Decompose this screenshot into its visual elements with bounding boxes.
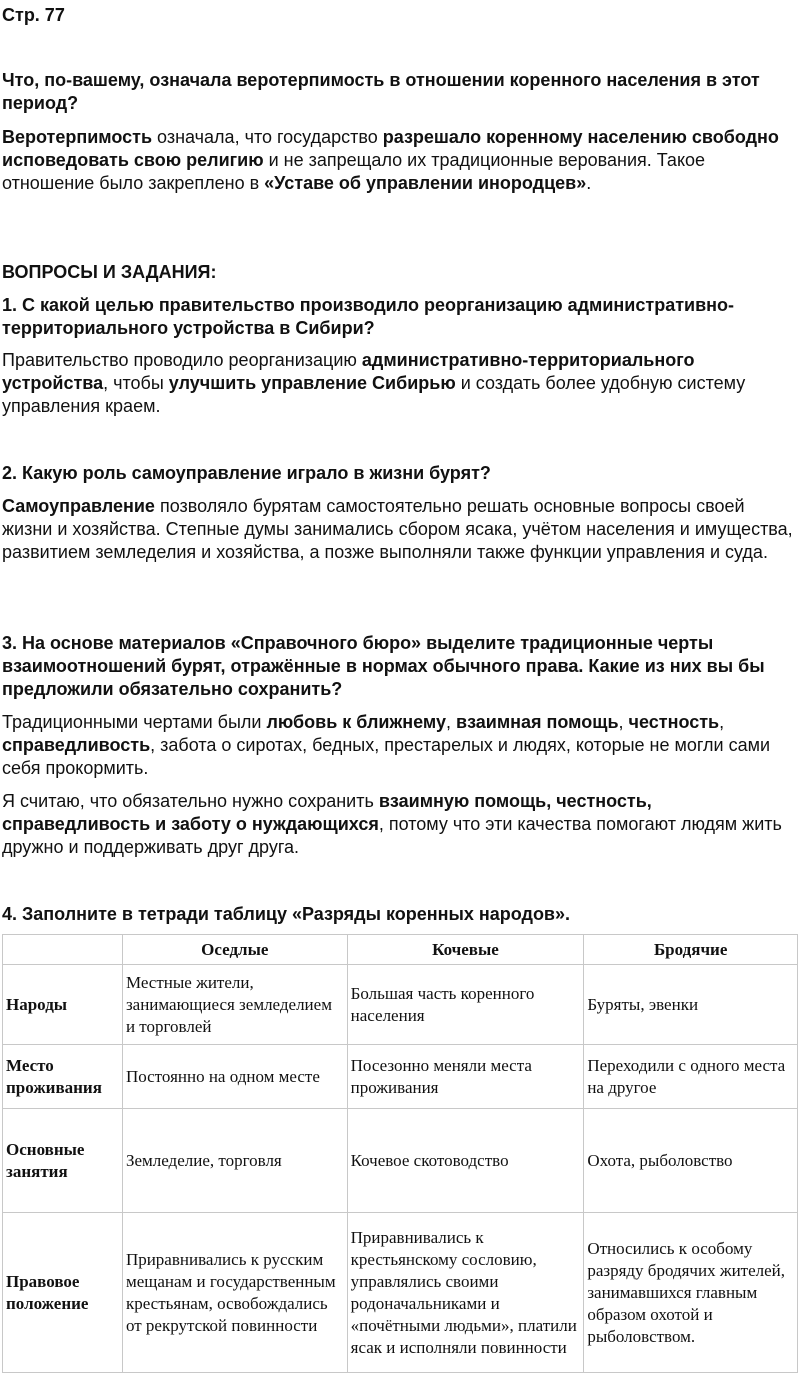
table-row-header: Народы [3,965,123,1045]
answer-1 [2,349,798,418]
table-cell: Постоянно на одном месте [122,1045,347,1109]
question-2: 2. Какую роль самоуправление играло в жизни бурят? [2,463,491,483]
table-row [3,1045,798,1109]
table-cell: Приравнивались к русским мещанам и государственным крестьянам, освобождались от рекрутской повинности [122,1213,347,1373]
table-row [3,1109,798,1213]
text-run: и не запрещало их традиционные верования. Такое отношение было закреплено в [2,150,706,193]
table-header-cell: Оседлые [122,935,347,965]
table-cell: Охота, рыболовство [584,1109,798,1213]
table-row-header: Основные занятия [3,1109,123,1213]
intro-question: Что, по-вашему, означала веротерпимость в отношении коренного населения в этот период? [2,70,760,113]
bold-text-run: улучшить управление Сибирью [168,373,456,393]
bold-text-run: административно-территориального устройства [2,350,695,393]
bold-text-run: взаимную помощь, честность, справедливость и заботу о нуждающихся [2,791,652,834]
table-header-row [3,935,798,965]
table-cell: Приравнивались к крестьянскому сословию, управлялись своими родоначальниками и «почётными людьми», платили ясак и исполняли повинности [347,1213,584,1373]
bold-text-run: «Уставе об управлении инородцев» [264,173,587,193]
question-3: 3. На основе материалов «Справочного бюро» выделите традиционные черты взаимоотношений бурят, отражённые в нормах обычного права. Какие из них вы бы предложили обязательно сохранить? [2,633,765,699]
table-header-cell: Бродячие [584,935,798,965]
text-run: Правительство проводило реорганизацию [2,350,362,370]
text-run: и создать более удобную систему управления краем. [2,373,746,416]
bold-text-run: Веротерпимость [2,127,153,147]
text-run: , забота о сиротах, бедных, престарелых и людях, которые не могли сами себя прокормить. [2,735,771,778]
table-cell: Буряты, эвенки [584,965,798,1045]
text-run: . [586,173,592,193]
text-run: позволяло бурятам самостоятельно решать основные вопросы своей жизни и хозяйства. Степные думы занимались сбором ясака, учётом населения и имущества, развитием земледелия и хозяйства, а позже выполняли также функции управления и суда. [2,496,793,562]
bold-text-run: любовь к ближнему [266,712,446,732]
table-cell: Большая часть коренного населения [347,965,584,1045]
table-cell: Местные жители, занимающиеся земледелием и торговлей [122,965,347,1045]
text-run: Традиционными чертами были [2,712,267,732]
table-cell: Относились к особому разряду бродячих жителей, занимавшихся главным образом охотой и рыболовством. [584,1213,798,1373]
table-cell: Кочевое скотоводство [347,1109,584,1213]
bold-text-run: Самоуправление [2,496,155,516]
ethnic-categories-table [2,934,798,1373]
answer-3-part-2 [2,790,798,859]
table-header-cell: Кочевые [347,935,584,965]
table-cell: Посезонно меняли места проживания [347,1045,584,1109]
table-row [3,1213,798,1373]
intro-answer [2,126,798,195]
text-run: , потому что эти качества помогают людям жить дружно и поддерживать друг друга. [2,814,782,857]
text-run: означала, что государство [152,127,383,147]
table-row [3,965,798,1045]
answer-2 [2,495,798,564]
table-cell: Земледелие, торговля [122,1109,347,1213]
bold-text-run: справедливость [2,735,151,755]
text-run: , [719,712,725,732]
table-cell: Переходили с одного места на другое [584,1045,798,1109]
table-row-header: Правовое положение [3,1213,123,1373]
text-run: , чтобы [103,373,169,393]
text-run: Я считаю, что обязательно нужно сохранить [2,791,379,811]
table-header-cell [3,935,123,965]
bold-text-run: разрешало коренному населению свободно исповедовать свою религию [2,127,779,170]
answer-3-part-1 [2,711,798,780]
bold-text-run: честность [628,712,720,732]
question-4: 4. Заполните в тетради таблицу «Разряды коренных народов». [2,904,571,924]
page-number: Стр. 77 [2,5,65,25]
question-1: 1. С какой целью правительство производило реорганизацию административно-территориального устройства в Сибири? [2,295,735,338]
section-title: ВОПРОСЫ И ЗАДАНИЯ: [2,262,217,282]
bold-text-run: взаимная помощь [456,712,619,732]
text-run: , [618,712,629,732]
text-run: , [445,712,456,732]
table-row-header: Место проживания [3,1045,123,1109]
